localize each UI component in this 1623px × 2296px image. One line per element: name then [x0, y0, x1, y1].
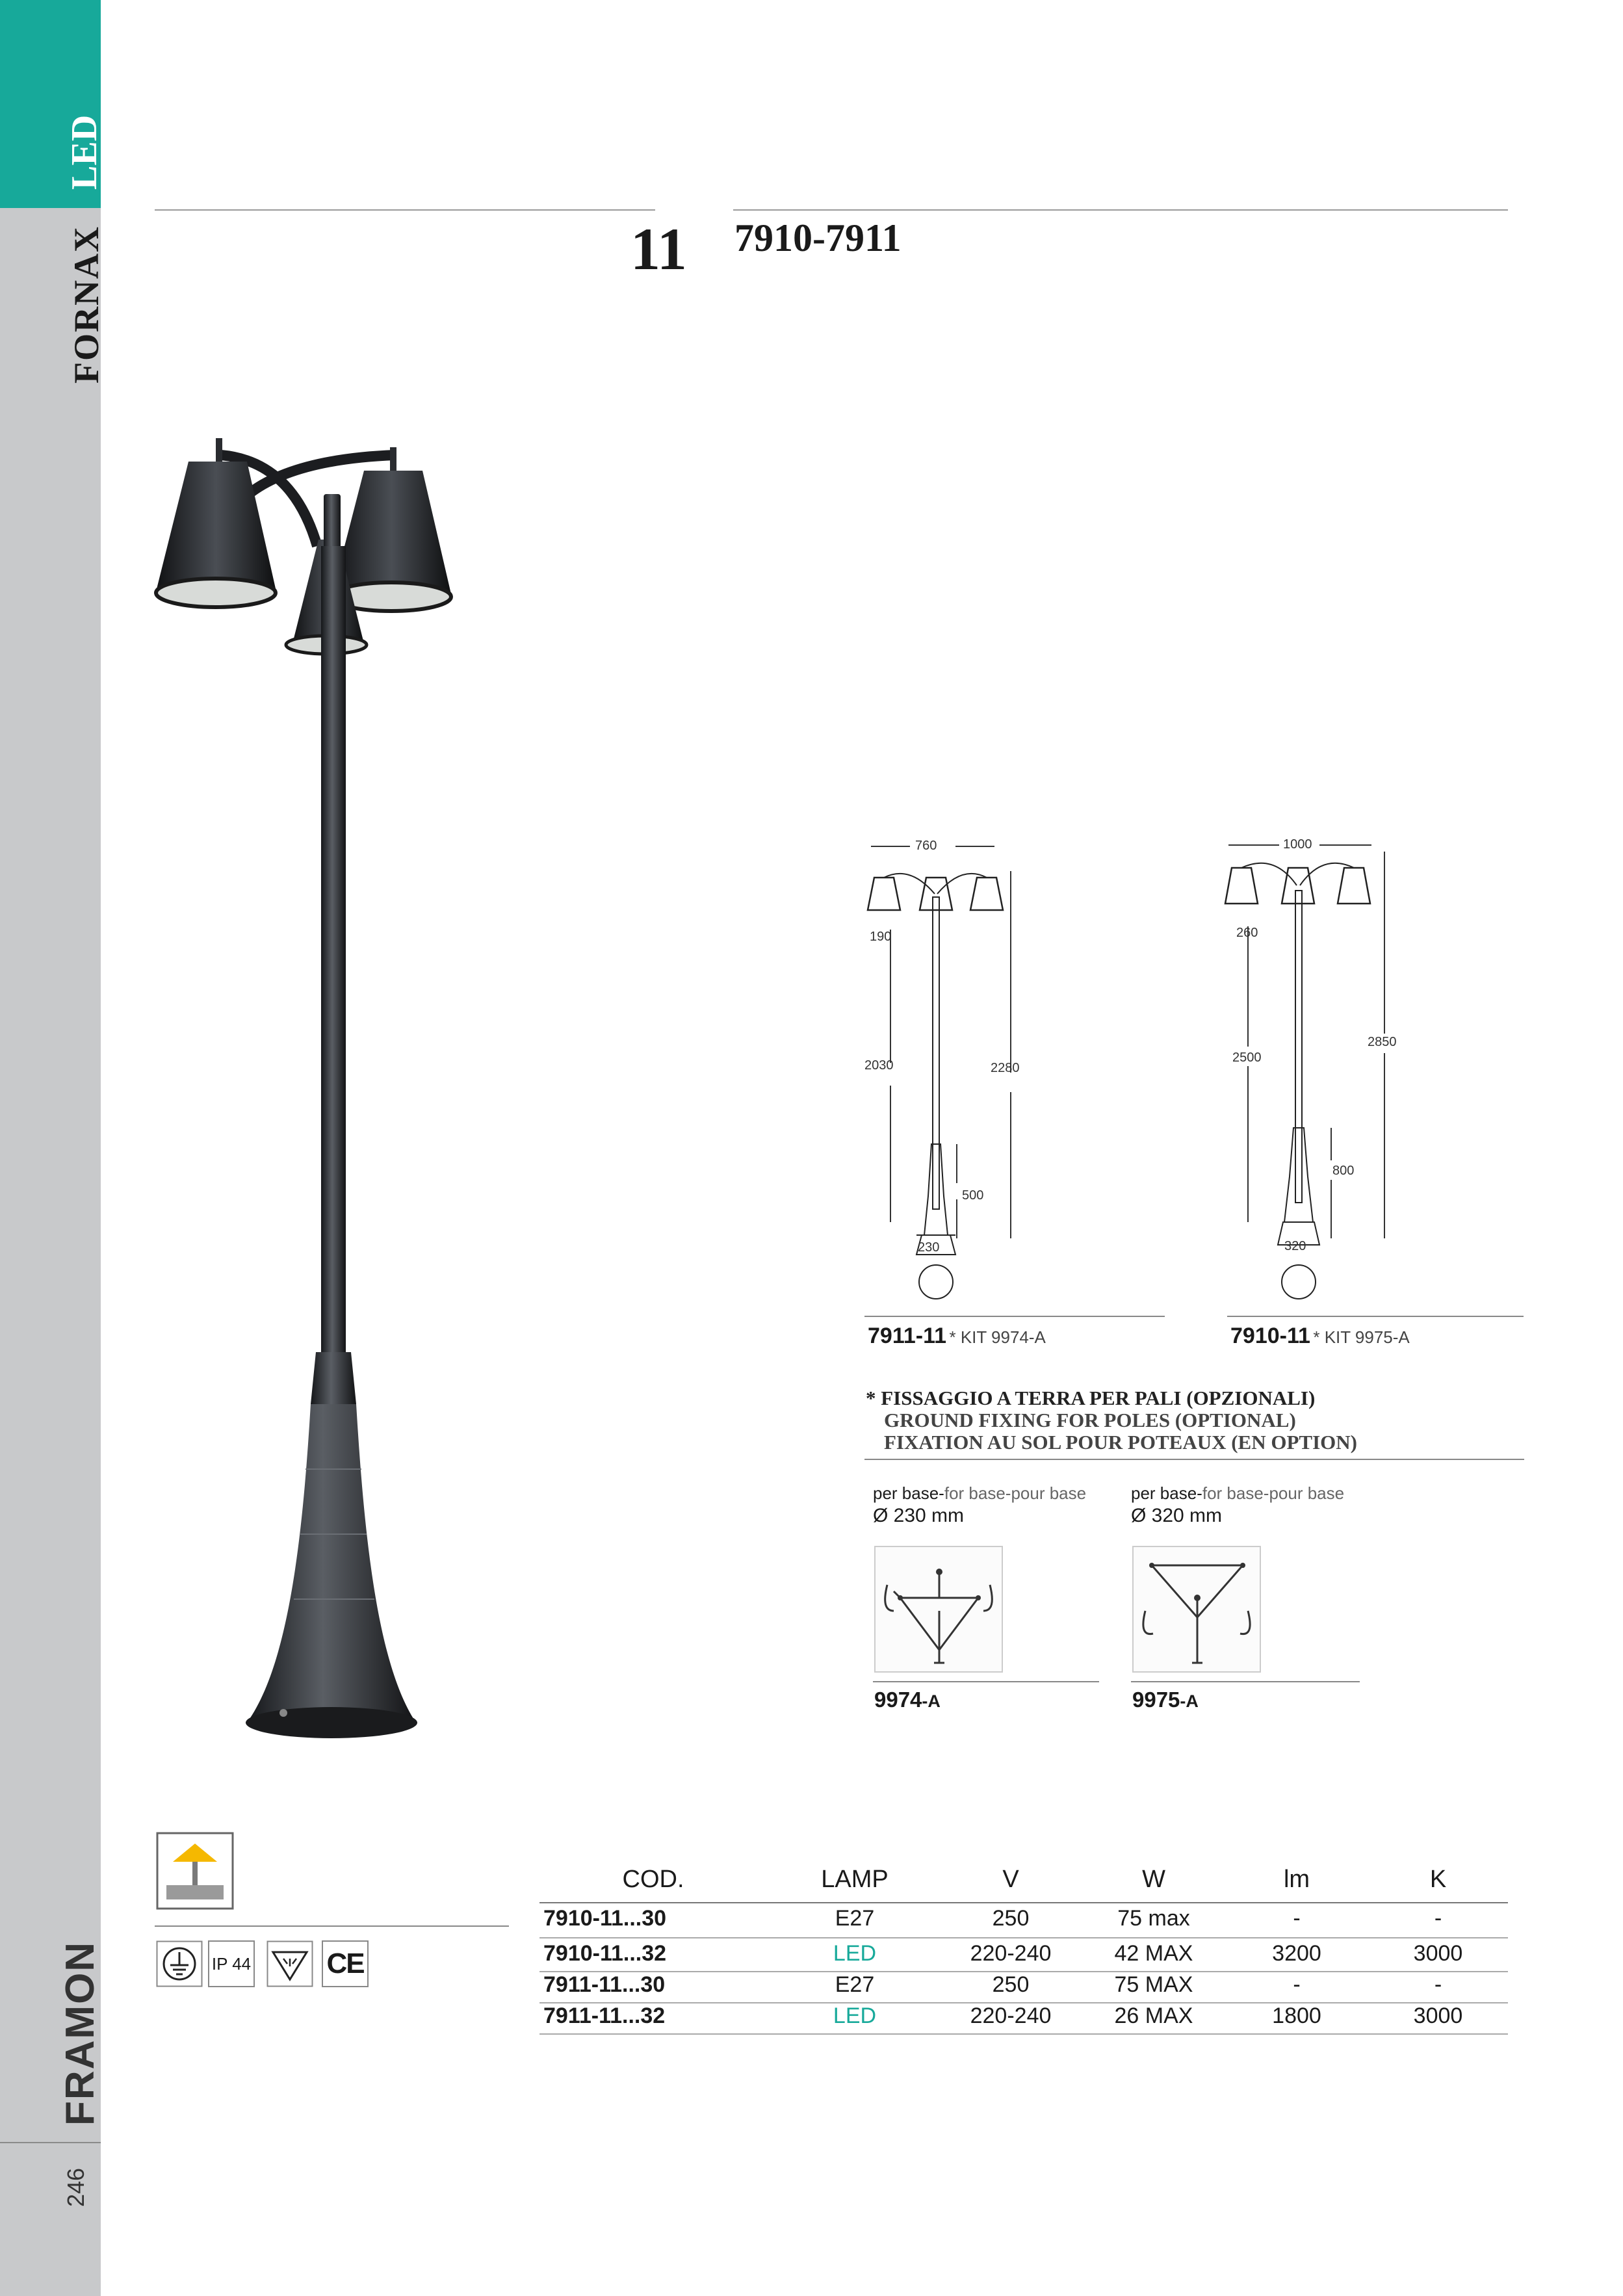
ip-rating-badge [208, 1940, 255, 1987]
table-row-3-k: - [1434, 1972, 1442, 1997]
dim-h2-7910: 2850 [1368, 1035, 1397, 1049]
table-row-1-w: 75 max [1117, 1906, 1190, 1931]
table-row-rule [539, 1937, 1508, 1938]
fixing-title-fr: FIXATION AU SOL POUR POTEAUX (EN OPTION) [884, 1431, 1357, 1454]
th-k: K [1429, 1866, 1447, 1893]
table-row-1-lm: - [1293, 1906, 1301, 1931]
product-photo [149, 429, 461, 1762]
th-lm: lm [1283, 1866, 1310, 1893]
table-row-2-w: 42 MAX [1114, 1941, 1193, 1966]
table-row-3-lamp: E27 [835, 1972, 875, 1997]
kit-9975-diameter: Ø 320 mm [1131, 1505, 1223, 1526]
category-label: LED [64, 114, 105, 190]
fixing-title-it: * FISSAGGIO A TERRA PER PALI (OPZIONALI) [866, 1387, 1316, 1409]
ce-mark [322, 1940, 369, 1987]
kit-9975-code-suffix: -A [1180, 1691, 1199, 1711]
variant-number: 11 [630, 216, 687, 282]
kit-9975-label-it: per base- [1131, 1483, 1202, 1503]
header-rule-left [155, 209, 655, 211]
dim-base-d-7910: 320 [1284, 1239, 1306, 1253]
table-row-4-v: 220-240 [970, 2003, 1052, 2028]
th-lamp: LAMP [821, 1866, 889, 1893]
table-row-4-lamp: LED [833, 2003, 877, 2028]
table-row-3-cod: 7911-11...30 [543, 1972, 666, 1997]
table-row-1-v: 250 [992, 1906, 1030, 1931]
kit-9975-rule [1131, 1681, 1360, 1682]
dim-head-7910: 260 [1236, 926, 1258, 940]
dim-width-7910: 1000 [1283, 837, 1312, 852]
kit-9974-code [874, 1688, 941, 1712]
kit-9974-code-suffix: -A [922, 1691, 941, 1711]
drawing-7910-rule [1227, 1316, 1524, 1317]
table-row-3-lm: - [1293, 1972, 1301, 1997]
spec-table [539, 1859, 1508, 2048]
caption-kit-7910: * KIT 9975-A [1313, 1327, 1410, 1347]
kit-9974-label-rest: for base-pour base [944, 1483, 1087, 1503]
table-row-3-v: 250 [992, 1972, 1030, 1997]
table-row-4-lm: 1800 [1272, 2003, 1321, 2028]
table-row-4-cod: 7911-11...32 [543, 2003, 666, 2028]
kit-9974-diameter: Ø 230 mm [873, 1505, 965, 1526]
fixing-rule [864, 1459, 1524, 1460]
table-row-4-k: 3000 [1413, 2003, 1463, 2028]
caption-code-7911: 7911-11 [868, 1324, 947, 1348]
table-row-2-lm: 3200 [1272, 1941, 1321, 1966]
drawing-7911-rule [864, 1316, 1165, 1317]
caption-code-7910: 7910-11 [1230, 1324, 1310, 1348]
dim-h1-7910: 2500 [1232, 1050, 1262, 1065]
table-row-2-cod: 7910-11...32 [543, 1941, 667, 1966]
kit-9974-label [873, 1483, 1120, 1504]
table-row-1-lamp: E27 [835, 1906, 875, 1931]
flammable-surface-icon [266, 1940, 313, 1987]
model-title: 7910-7911 [734, 216, 902, 259]
table-row-1-cod: 7910-11...30 [543, 1906, 667, 1931]
table-row-rule [539, 2033, 1508, 2035]
brand-logo: FRAMON [58, 1940, 103, 2126]
table-row-1-k: - [1434, 1906, 1442, 1931]
kit-9974-rule [873, 1681, 1099, 1682]
dim-h1-7911: 2030 [864, 1058, 894, 1073]
page-number: 246 [62, 2167, 89, 2207]
dim-h2-7911: 2280 [991, 1061, 1020, 1075]
dim-base-h-7910: 800 [1332, 1164, 1355, 1178]
header-rule-right [733, 209, 1508, 211]
table-row-4-w: 26 MAX [1114, 2003, 1193, 2028]
ip-rating-text: IP 44 [211, 1953, 252, 1974]
fixing-title [866, 1387, 1357, 1454]
dim-base-h-7911: 500 [962, 1188, 984, 1203]
fixing-title-en: GROUND FIXING FOR POLES (OPTIONAL) [884, 1409, 1296, 1431]
family-label: FORNAX [67, 226, 106, 384]
dim-width-7911: 760 [915, 839, 937, 853]
dim-head-7911: 190 [870, 930, 892, 944]
table-header-rule [539, 1902, 1508, 1903]
ce-mark-text: CE [326, 1948, 364, 1979]
kit-9974-label-it: per base- [873, 1483, 944, 1503]
icons-rule [155, 1925, 509, 1927]
table-row-2-lamp: LED [833, 1941, 877, 1966]
caption-7911 [868, 1324, 1046, 1349]
kit-9974 [873, 1483, 1120, 1527]
table-row-3-w: 75 MAX [1114, 1972, 1193, 1997]
table-row-2-v: 220-240 [970, 1941, 1052, 1966]
caption-7910 [1230, 1324, 1410, 1349]
th-cod: COD. [622, 1866, 684, 1893]
drawing-7911 [845, 832, 1150, 1313]
kit-9974-code-num: 9974 [874, 1688, 922, 1712]
ground-icon [156, 1940, 203, 1987]
kit-9974-image [874, 1546, 1003, 1673]
drawing-7910 [1202, 832, 1508, 1313]
kit-9975 [1131, 1483, 1378, 1527]
kit-9975-label-rest: for base-pour base [1202, 1483, 1345, 1503]
kit-9975-label [1131, 1483, 1378, 1504]
sidebar-divider [0, 2142, 101, 2143]
kit-9975-code [1132, 1688, 1199, 1712]
dim-base-d-7911: 230 [918, 1240, 940, 1255]
kit-9975-image [1132, 1546, 1261, 1673]
drawing-7910-lines [1202, 832, 1508, 1313]
th-v: V [1002, 1866, 1019, 1893]
kit-9975-code-num: 9975 [1132, 1688, 1180, 1712]
table-row-2-k: 3000 [1413, 1941, 1463, 1966]
installation-icon [156, 1832, 234, 1910]
caption-kit-7911: * KIT 9974-A [949, 1327, 1046, 1347]
th-w: W [1142, 1866, 1165, 1893]
